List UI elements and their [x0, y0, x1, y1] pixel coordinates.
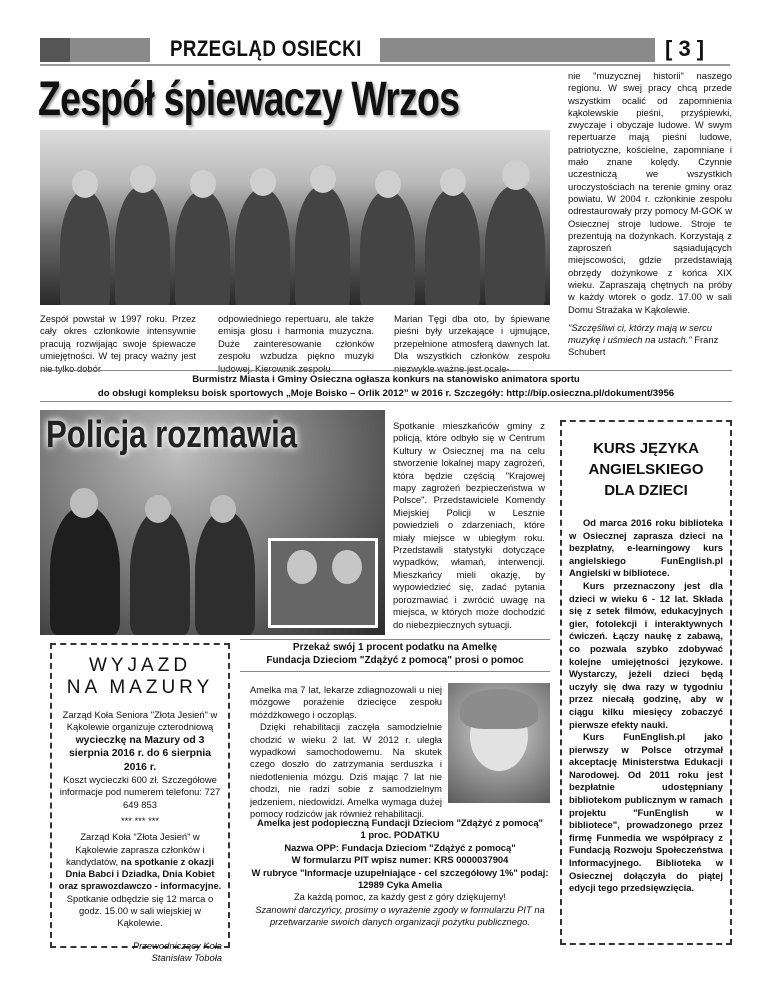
quote-author: Franz Schubert	[568, 334, 719, 357]
amelka-heading-2: Fundacja Dzieciom "Zdążyć z pomocą" prosi o pomoc	[266, 654, 524, 666]
trip-organizer: Zarząd Koła Seniora "Złota Jesień" w Kąkolewie organizuje czterodniową	[62, 709, 218, 733]
signature-name: Stanisław Toboła	[151, 951, 222, 963]
amelka-tax-info	[250, 817, 550, 929]
course-body	[569, 517, 723, 895]
trip-title	[58, 655, 222, 699]
article-title-policja: Policja rozmawia	[46, 414, 298, 456]
mazury-trip-box	[50, 643, 230, 963]
police-article-text: Spotkanie mieszkańców gminy z policją, które odbyło się w Centrum Kultury w Osiecznej ma na celu stworzenie lokalnej mapy zagrożeń, która będzie częścią "Krajowej mapy zagrożeń bezpieczeństwa w Polsce". Przedstawiciele Komendy Miejskiej Policji w Lesznie powiedzieli o zdarzeniach, które miały miejsce w ubiegłym roku. Przedstawili statystyki dotyczące wypadków, włamań, interwencji. Mieszkańcy mieli okazję, by wypowiedzieć się, zadać pytania porozmawiać i zwrócić uwagę na miejsca, w których może dochodzić do niebezpiecznych sytuacji.	[393, 420, 545, 630]
article-title-wrzos: Zespół śpiewaczy Wrzos	[38, 73, 460, 126]
amelka-para-2: Dzięki rehabilitacji zaczęła samodzielnie chodzić w wieku 2 lat. W 2012 r. uległa wypadkowi samochodowemu. Na skutek czego doszło do zatrzymania serduszka i niedotlenienia mózgu. Dziś mając 7 lat nie chodzi, nie radzi sobie z samodzielnym jedzeniem, niedowidzi. Amelka wymaga dużej pomocy rodziców jak również rehabilitacji.	[250, 721, 442, 820]
signature-role: Przewodniczący Koła	[132, 939, 222, 951]
amelka-rule-top	[240, 639, 550, 640]
amelka-foundation: Amelka jest podopieczną Fundacji Dzieciom "Zdążyć z pomocą"	[256, 817, 544, 828]
amelka-para-1: Amelka ma 7 lat, lekarze zdiagnozowali u niej mózgowe porażenie dziecięce zespołu móżdżkowego i oczopląs.	[250, 684, 442, 720]
trip-signature	[58, 940, 222, 965]
course-para-1: Od marca 2016 roku biblioteka w Osiecznej zaprasza dzieci na bezpłatny, e-learningowy kurs angielskiego FunEnglish.pl Angielski w bibliotece.	[569, 517, 723, 579]
meeting-invite-c: Spotkanie odbędzie się 12 marca o godz. 15.00 w sali wiejskiej w Kąkolewie.	[66, 892, 214, 929]
amelka-opp-name: Nazwa OPP: Fundacja Dzieciom "Zdążyć z pomocą"	[284, 841, 516, 853]
wrzos-col-1: Zespół powstał w 1997 roku. Przez cały okres członkowie intensywnie pracują rozwijając swoje śpiewacze umiejętności. W tej pracy ważny jest nie tylko dobór	[40, 313, 196, 374]
newspaper-title: PRZEGLĄD OSIECKI	[170, 36, 362, 61]
announcement-line-2: do obsługi kompleksu boisk sportowych „Moje Boisko – Orlik 2012” w 2016 r. Szczegóły: http://bip.osieczna.pl/dokument/3956	[97, 388, 675, 399]
amelka-consent: Szanowni darczyńcy, prosimy o wyrażenie zgody w formularzu PIT na przetwarzanie swoich danych organizacji pożytku publicznego.	[255, 903, 545, 928]
header-bar-left-dark	[40, 38, 70, 62]
meeting-invite-a: Zarząd Koła “Złota Jesień” w Kąkolewie zaprasza członków i kandydatów,	[66, 831, 205, 867]
wrzos-col-right: nie "muzycznej historii" naszego regionu. W swej pracy chcą przede wszystkim ocalić od zapomnienia kąkolewskie pieśni, przyśpiewki, zwyczaje i obyczaje ludowe. W swym repertuarze mają pieśni ludowe, patriotyczne, kościelne, zapomniane i mało znane kolędy. Czynnie uczestniczą we wszystkich uroczystościach na terenie gminy oraz powiatu. W 2004 r. członkinie zespołu odrestaurowały przy pomocy M-GOK w Osiecznej stroje ludowe. Stroje te prezentują na dożynkach. Korzystają z zaproszeń sąsiadujących miejscowości, gdzie przedstawiają obrzędy dożynkowe z końca XIX wieku. Zapraszają chętnych na próby w każdy wtorek o godz. 17.00 w sali Domu Strażaka w Kąkolewie.	[568, 70, 732, 315]
meeting-invite	[58, 831, 222, 929]
wrzos-col-2: odpowiedniego repertuaru, ale także emisja głosu i harmonia muzyczna. Duże zainteresowanie członków zespołu wzbudza piękno muzyki ludowej. Kierownik zespołu	[218, 313, 374, 374]
header-bar-right	[380, 38, 655, 62]
amelka-rubric: W rubryce "Informacje uzupełniające - cel szczegółowy 1%" podaj: 12989 Cyka Amelia	[251, 866, 549, 891]
wrzos-col-3: Marian Tęgi dba oto, by śpiewane pieśni były urzekające i ujmujące, przepełnione atmosferą dawnych lat. Dla wszystkich członków zespołu niezwykle ważne jest ocale-	[394, 313, 550, 374]
course-title	[569, 438, 723, 501]
amelka-rule-bottom	[240, 671, 550, 672]
orlik-announcement	[40, 370, 732, 402]
schubert-quote	[568, 322, 732, 358]
course-title-1: KURS JĘZYKA	[593, 440, 699, 457]
course-title-2: ANGIELSKIEGO	[588, 461, 704, 478]
announcement-line-1: Burmistrz Miasta i Gminy Osieczna ogłasza konkurs na stanowisko animatora sportu	[192, 374, 580, 385]
quote-text: "Szczęśliwi ci, którzy mają w sercu muzykę i uśmiech na ustach."	[568, 322, 712, 345]
course-para-3: Kurs FunEnglish.pl jako pierwszy w Polsce otrzymał akceptację Ministerstwa Edukacji Narodowej. Od 2011 roku jest bezpłatnie udostępniany bibliotekom publicznym w ramach projektu "FunEnglish w bibliotece", prowadzonego przez firmę Funmedia we współpracy z Fundacją Rozwoju Społeczeństwa Informacyjnego. Biblioteka w Osiecznej dołączyła do piątej edycji tego przedsięwzięcia.	[569, 731, 723, 894]
choir-photo	[40, 130, 550, 305]
amelka-percent: 1 proc. PODATKU	[360, 829, 440, 841]
trip-cost: Koszt wycieczki 600 zł. Szczegółowe informacje pod numerem telefonu: 727 649 853	[59, 774, 221, 810]
trip-separator: *** *** ***	[120, 814, 160, 826]
meeting-invite-b: na spotkanie z okazji Dnia Babci i Dziadka, Dnia Kobiet oraz sprawozdawczo - informacyjne.	[58, 855, 222, 892]
course-title-3: DLA DZIECI	[604, 482, 688, 499]
trip-dates: wycieczkę na Mazury od 3 sierpnia 2016 r. do 6 sierpnia 2016 r.	[68, 734, 212, 773]
amelka-heading	[240, 642, 550, 667]
english-course-box	[560, 420, 732, 945]
trip-title-line-2: NA MAZURY	[66, 677, 214, 698]
trip-title-line-1: WYJAZD	[88, 655, 192, 676]
amelka-thanks: Za każdą pomoc, za każdy gest z góry dziękujemy!	[293, 891, 507, 903]
header-rule	[40, 64, 730, 66]
amelka-krs: W formularzu PIT wpisz numer: KRS 0000037904	[291, 854, 509, 866]
amelka-text	[250, 684, 442, 820]
page-number: [ 3 ]	[665, 36, 705, 61]
course-para-2: Kurs przeznaczony jest dla dzieci w wieku 6 - 12 lat. Składa się z setek filmów, edukacyjnych gier, fotolekcji i interaktywnych ćwiczeń. Łączy naukę z zabawą, co pozwala szybko zdobywać kolejne umiejętności językowe. Wystarczy, jeżeli dzieci będą uczyły się dwa razy w tygodniu przez niecałą godzinę, aby w ciągu kilku miesięcy zobaczyć pierwsze efekty nauki.	[569, 579, 723, 730]
amelka-photo	[448, 683, 550, 803]
amelka-heading-1: Przekaż swój 1 procent podatku na Amelkę	[292, 642, 498, 653]
